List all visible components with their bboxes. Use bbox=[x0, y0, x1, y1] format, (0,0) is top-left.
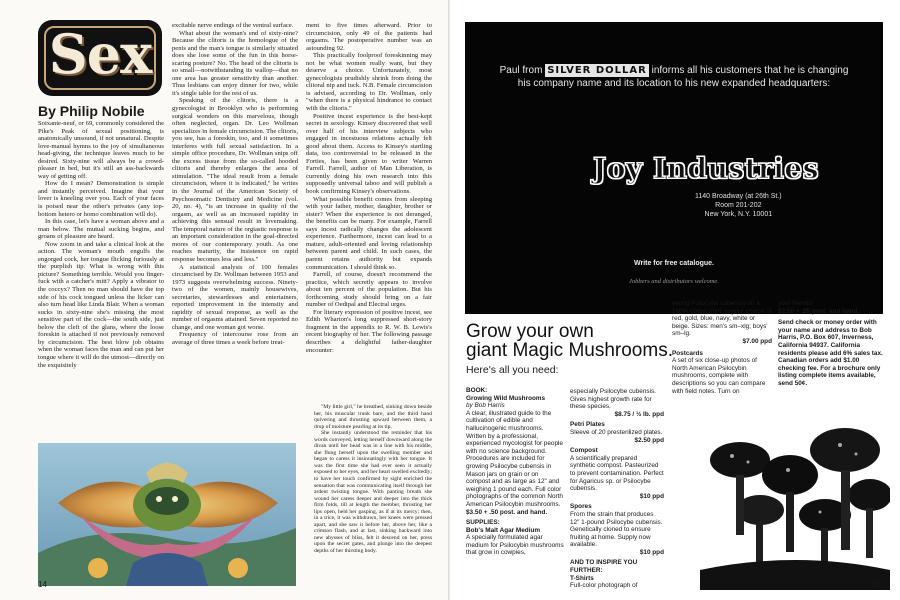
item-description: Full-color photograph of bbox=[570, 582, 638, 590]
item-price: $2.50 ppd bbox=[634, 436, 664, 444]
column-logo bbox=[38, 20, 162, 96]
item-description: young Psilocybe cubensis on a 100% cotton shirt, in your choice of red, gold, blue, navy, white or beige. Sizes: men's sm–xlg; boys' sm–lg. bbox=[672, 300, 772, 338]
item-description: A specially formulated agar medium for Psilocybin mushrooms that grow in cowpies, bbox=[466, 534, 564, 557]
item-author: by Bob Harris bbox=[466, 402, 505, 410]
catalog-offer: Write for free catalogue. bbox=[633, 260, 714, 267]
item-price: $10 ppd bbox=[639, 548, 664, 556]
item-description: A clear, illustrated guide to the cultivation of edible and hallucinogenic mushrooms. Written by a professional, experienced mycologist for people with no science background. Procedures are included for growing Psilocybe cubensis in Mason jars on grain or on compost and as large as 12" and weighing 1 pound each. Full color photographs of the common North American Psilocybin mushrooms. bbox=[466, 409, 563, 508]
item-price: $7.00 ppd bbox=[742, 337, 772, 345]
company-address bbox=[695, 192, 782, 219]
logo-text: Sex bbox=[48, 22, 152, 86]
paragraph: For literary expression of positive incest, see Edith Wharton's long suppressed short-story fragment in the appendix to R. W. B. Lewis's recent biography of her. The following passage describes a delightful father-daughter encounter: bbox=[306, 308, 432, 354]
mushroom-photo-svg bbox=[700, 420, 890, 590]
title-line: giant Magic Mushrooms. bbox=[466, 340, 673, 361]
quote-paragraph: "My little girl," he breathed, sinking down beside her, his muscular trunk bare, and the third hand quivering and thrusting upward between them, a drop of moisture pearling at its tip. bbox=[314, 404, 432, 430]
item-description: From the strain that produces 12" 1-pound Psilocybe cubensis. Genetically cloned to ensure fruiting at home. Supply now available. bbox=[570, 510, 663, 549]
section-heading: BOOK: bbox=[466, 387, 488, 394]
item-price: $3.50 + .50 post. and hand. bbox=[466, 508, 548, 516]
section-heading: AND TO INSPIRE YOU FURTHER: bbox=[570, 559, 638, 575]
item-price: $2.50 + .25 post. and hand. bbox=[778, 307, 860, 315]
paragraph: What about the woman's end of sixty-nine? Because the clitoris is the homologue of the penis and the man's tongue is similarly situated does she lose some of the fun in this horse-scaring posture? No. The head of the clitoris is so small—notwithstanding its wallop—that no one area has greater sensitivity than another. Thus lesbians can enjoy dinner for two, while it's single table for the rest of us. bbox=[172, 29, 298, 97]
illustration-svg bbox=[38, 443, 296, 586]
address-line: 1140 Broadway (at 26th St.) bbox=[695, 193, 782, 200]
company-name: Joy Industries bbox=[593, 152, 819, 185]
order-info: Send check or money order with your name and address to Bob Harris, P.O. Box 607, Inverness, California 94937. California residents please add 6% sales tax. Canadian orders add $1.00 checking fee. For a brochure only listing complete items available, send 50¢. bbox=[778, 319, 883, 387]
byline: By Philip Nobile bbox=[38, 103, 145, 119]
item-description: A scientifically prepared synthetic compost. Pasteurized to prevent contamination. Perfect for Agaricus sp. or Psilocybe cubensis. bbox=[570, 454, 664, 493]
joy-industries-ad bbox=[465, 22, 883, 314]
mushroom-photo bbox=[700, 420, 890, 590]
quote-paragraph: She instantly understood the reminder that his words conveyed, letting herself downward along the divan until her head was in a line with his middle, she flung herself upon the swelling member and began to caress it insinuatingly with her tongue. It was the first time she had ever seen it actually exposed to her eyes, and her heart swelled excitedly; to have her touch confirmed by sight enriched the sensation that was communicating itself through her ardent twisting tongue. With panting breath she wound her caress deeper and deeper into the thick firm folds, till at length the member, thrusting her lips open, held her gasping, as if at its mercy; then, in a trice, it was withdrawn, her knees were pressed apart, and she saw it before her, above her, like a crimson flash, and at last, sinking backward into new abysses of bliss, felt it descend on her, press upon the secret gates, and plunge into the deepest depths of her thirsting body. bbox=[314, 430, 432, 555]
paragraph: Now zoom in and take a clinical look at the action. The woman's mouth engulfs the engorged cock, her tongue flicking furiously at the purplish tip. What is wrong with this picture? Something terrible. Would you finger-fuck with a catcher's mitt? Apply a vibrator to the coccyx? Then no man should have the top side of his cock tongued unless the licker can also turn head like Linda Blair. When a woman sucks in sixty-nine she's missing the most sensitive part of the cock—the south side, just below the cleft of the glans, where the loose foreskin is attached if not previously removed by circumcision. The best blow job obtains when the woman faces the man and can put her tongue where it will do the utmost—directly on the exquisitely bbox=[38, 240, 164, 369]
item-title: T-Shirts bbox=[570, 574, 594, 582]
page-number-left: 14 bbox=[38, 580, 47, 589]
paragraph: How do I mean? Demonstration is simple and instantly perceived. Imagine that your lover is kneeling over you. Each of your faces is poised near the other's privates (any top-bottom hetero or homo combination will do). bbox=[38, 180, 164, 218]
paragraph: In this case, let's have a woman above and a man below. The mutual sucking begins, and groans of pleasure are heard. bbox=[38, 218, 164, 241]
mushroom-ad-column-4 bbox=[778, 300, 886, 418]
article-column-2 bbox=[172, 22, 298, 440]
item-title: Compost bbox=[570, 447, 598, 455]
item-title: Bob's Malt Agar Medium bbox=[466, 526, 541, 534]
paragraph: ment to five times afterward. Prior to circumcision, only 49 of the patients had orgasms. The postoperative number was an astounding 92. bbox=[306, 22, 432, 52]
item-description: Sleeve of 20 presterilized plates. bbox=[570, 428, 663, 436]
item-price: $8.75 / ½ lb. ppd bbox=[614, 410, 664, 418]
item-description: especially Psilocybe cubensis. Gives highest growth rate for these species. bbox=[570, 388, 656, 411]
paragraph: A statistical analysis of 100 females circumcised by Dr. Wollman between 1953 and 1973 suggests overwhelming success. Ninety-two of the women, mainly housewives, secretaries, stewardesses and entertainers, reported improvement in the intensity and rapidity of sexual response, as well as the number of orgasms attained. Seven reported no change, and one woman got worse. bbox=[172, 263, 298, 331]
intro-prefix: Paul from bbox=[499, 65, 543, 76]
mushroom-ad-title bbox=[466, 322, 673, 360]
ad-intro bbox=[465, 64, 883, 90]
item-title: Spores bbox=[570, 503, 592, 511]
page-number-right: 15 bbox=[872, 580, 881, 589]
mushroom-ad-column-1 bbox=[466, 384, 564, 590]
address-line: Room 201-202 bbox=[715, 202, 762, 209]
paragraph: Speaking of the clitoris, there is a gynecologist in Brooklyn who is performing surgical wonders on this marvelous, though often neglected, organ. Dr. Leo Wollman specializes in female circumcision. The clitoris, you see, has a foreskin, too, and it sometimes interferes with full sexual satisfaction. In a simple office procedure, Dr. Wollman snips off the excess tissue from the so-called hooded clitoris and thereby enlarges the area of stimulation. "The ideal result from a female circumcision, where it is indicated," he writes in the Journal of the American Society of Psychosomatic Dentistry and Medicine (vol. 20, no. 4), "is an increase in quality of the orgasm, as well as an increased rapidity in achieving this sensual result in lovemaking. The temporal nature of the orgiastic response is an important consideration in the goal-directed mores of our contemporary youth. As one reaches maturity, the insistence on rapid response becomes less and less." bbox=[172, 97, 298, 263]
silver-dollar-logo: SILVER DOLLAR bbox=[547, 65, 647, 76]
mushroom-ad-column-2 bbox=[570, 388, 664, 590]
paragraph: Soixante-neuf, or 69, commonly considered the Pike's Peak of sexual positioning, is anatomically unsound, if not unnatural. Despite love-manual hymns to the joy of simultaneous head-giving, the technique leaves much to be desired. Sixty-nine will always be a crowd-pleaser in bed, but it's still an ass-backwards way of getting off. bbox=[38, 120, 164, 180]
item-price: $10 ppd bbox=[639, 492, 664, 500]
article-column-1 bbox=[38, 120, 164, 442]
paragraph: Positive incest experience is the best-kept secret in sexology. Kinsey discovered that well over half of his interview subjects who engaged in incestuous relations actually felt good about them. Access to Kinsey's startling data, too controversial to be released in the Forties, has been given to writer Warren Farrell. Farrell, author of Man Liberation, is currently doing his own research into this supposedly universal taboo and will publish a book confirming Kinsey's observations. bbox=[306, 112, 432, 196]
item-title: Growing Wild Mushrooms bbox=[466, 394, 546, 402]
mushroom-ad-column-3 bbox=[672, 300, 772, 418]
jobbers-note: Jobbers and distributors welcome. bbox=[629, 278, 719, 285]
item-title: Petri Plates bbox=[570, 421, 605, 429]
address-line: New York, N.Y. 10001 bbox=[704, 211, 773, 218]
article-column-3 bbox=[306, 22, 432, 400]
title-line: Grow your own bbox=[466, 321, 594, 342]
intro-suffix: informs all his customers that he is changing bbox=[651, 65, 849, 76]
item-description: A set of six close-up photos of North American Psilocybin mushrooms, complete with descriptions so you can compare with field notes. Turn on bbox=[672, 357, 766, 395]
paragraph: Farrell, of course, doesn't recommend the practice, which secretly appears to involve about ten percent of the population. But his forthcoming study should bring on a fair number of Oedipal and Electral urges. bbox=[306, 271, 432, 309]
paragraph: Frequency of intercourse rose from an average of three times a week before treat- bbox=[172, 331, 298, 346]
paragraph: This practically foolproof foreskinning may not be what women really want, but they deserve a choice. Unfortunately, most gynecologists prudishly shrink from doing the clitoral nip and tuck. N.B. Female circumcision is advised, according to Dr. Wollman, only "when there is a physical hindrance to contact with the clitoris." bbox=[306, 52, 432, 113]
item-description: your friends! bbox=[778, 300, 814, 307]
paragraph: excitable nerve endings of the ventral surface. bbox=[172, 22, 294, 29]
intro-line2: his company name and its location to his new expanded headquarters: bbox=[517, 78, 831, 89]
quote-block bbox=[314, 404, 432, 584]
mushroom-ad-subtitle: Here's all you need: bbox=[466, 364, 559, 376]
section-heading: SUPPLIES: bbox=[466, 519, 500, 527]
item-title: Postcards bbox=[672, 349, 703, 357]
illustration bbox=[38, 443, 296, 586]
paragraph: What possible benefit comes from sleeping with your father, mother, daughter, brother or sister? When the experience is not deranged, the benefits can be many. For example, Farrell says incest radically changes the adolescent experience. Furthermore, incest can lead to a mature, adult-oriented and loving relationship between parent and child. In such cases, the parent retains authority but expands communication. I should think so. bbox=[306, 195, 432, 271]
